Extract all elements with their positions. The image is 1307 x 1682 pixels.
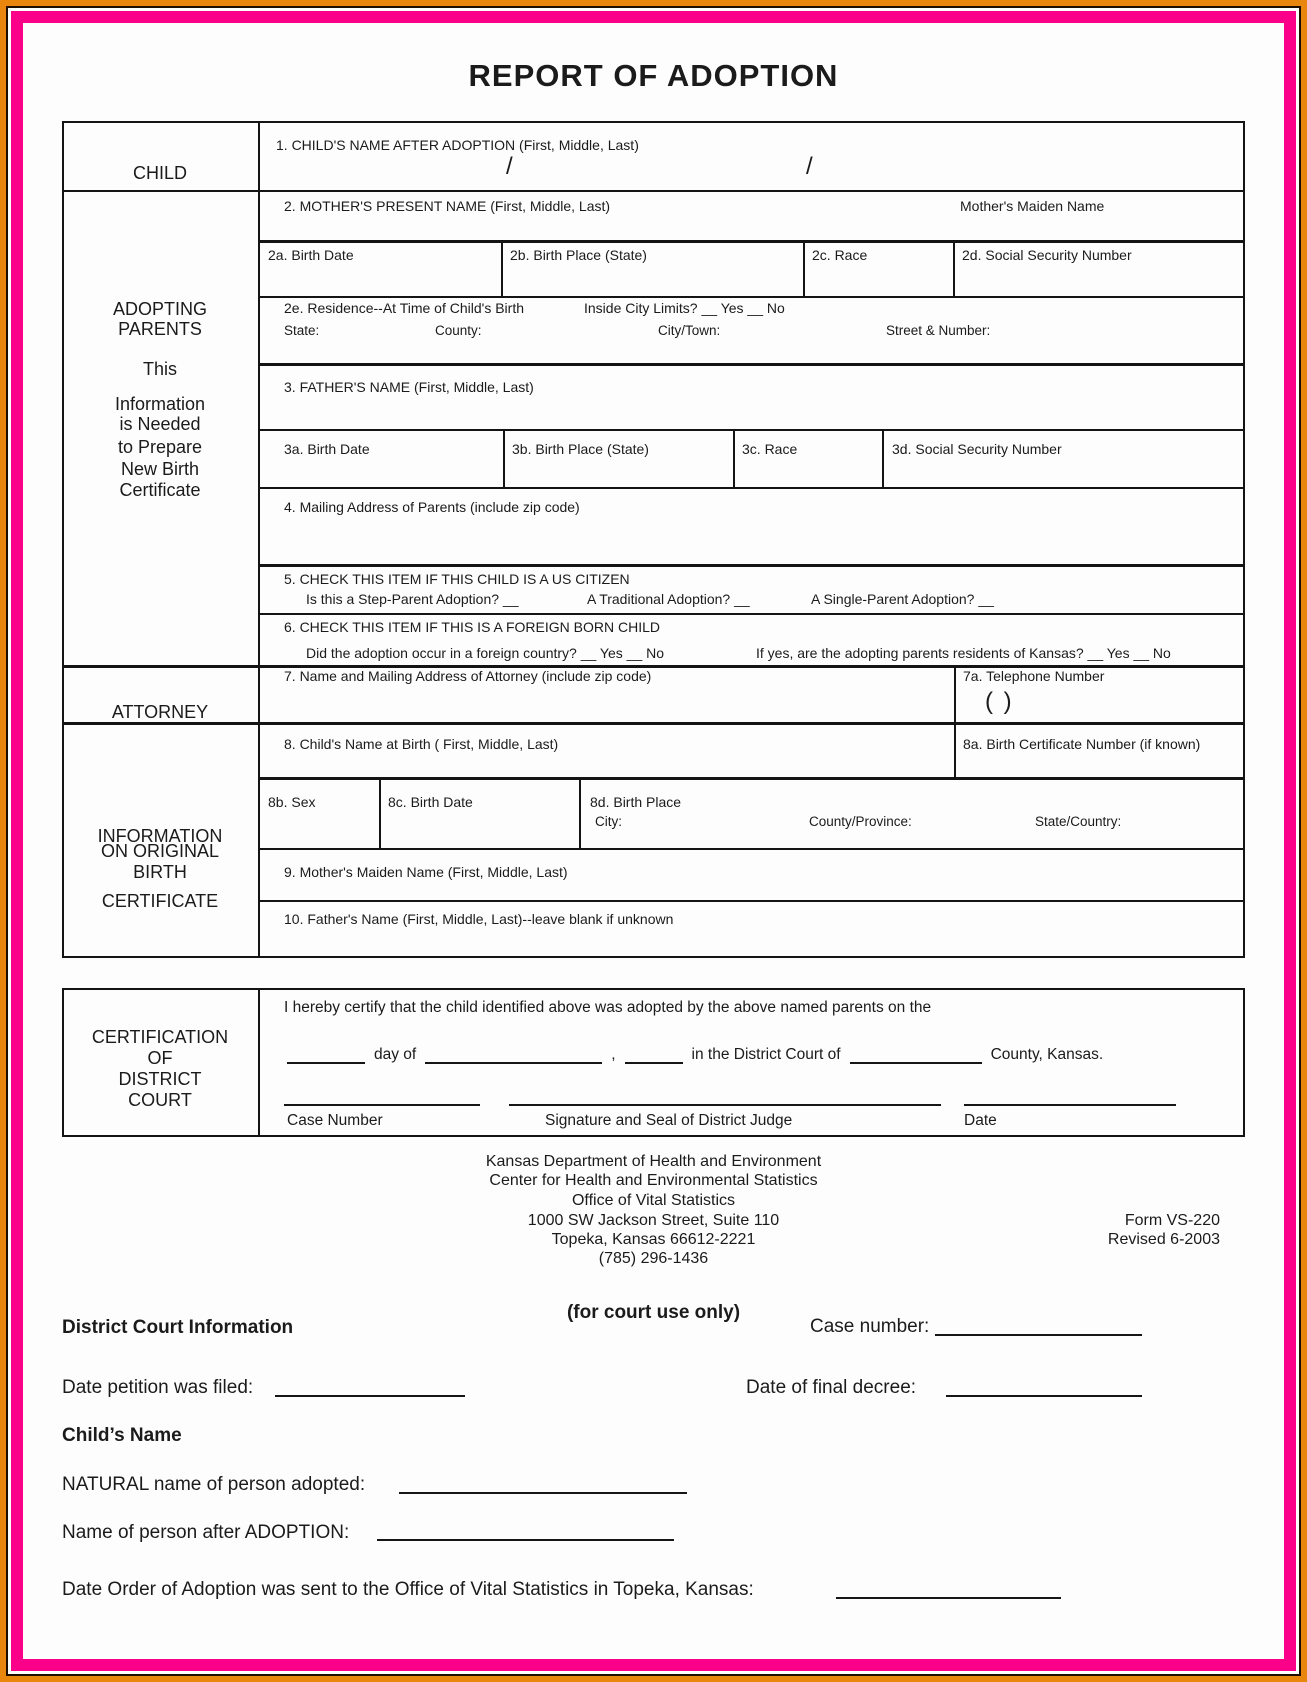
date-order-label: Date Order of Adoption was sent to the Office of Vital Statistics in Topeka, Kansas: [62, 1579, 754, 1600]
case-number-caption: Case Number [287, 1112, 383, 1129]
field-3d-label: 3d. Social Security Number [892, 441, 1062, 457]
court-use-heading: (for court use only) [566, 1302, 741, 1323]
section-label-adopting: ADOPTING [112, 299, 207, 319]
field-8d-county-label: County/Province: [809, 814, 912, 829]
certify-fill-line [287, 1046, 1103, 1064]
note-line: This [142, 359, 177, 379]
field-8-label: 8. Child's Name at Birth ( First, Middle, Last) [284, 736, 559, 752]
agency-office: Office of Vital Statistics [571, 1192, 736, 1209]
note-line: is Needed [119, 414, 201, 434]
field-2e-county-label: County: [435, 323, 482, 338]
divider [501, 240, 503, 298]
month-blank [425, 1046, 602, 1064]
agency-name: Kansas Department of Health and Environment [485, 1153, 822, 1170]
name-separator-slash: / [806, 153, 813, 180]
divider [258, 296, 1243, 298]
field-2-maiden-label: Mother's Maiden Name [960, 198, 1105, 214]
section-label-certification: CERTIFICATION [91, 1027, 229, 1047]
field-3c-label: 3c. Race [742, 441, 798, 457]
note-line: to Prepare [117, 437, 203, 457]
field-8a-label: 8a. Birth Certificate Number (if known) [963, 736, 1201, 752]
divider [258, 777, 1243, 780]
date-decree-blank [946, 1395, 1142, 1397]
field-5-single-label: A Single-Parent Adoption? __ [811, 591, 994, 607]
field-2e-citytown-label: City/Town: [658, 323, 721, 338]
field-2e-label: 2e. Residence--At Time of Child's Birth [284, 300, 524, 316]
field-10-label: 10. Father's Name (First, Middle, Last)--leave blank if unknown [284, 911, 674, 927]
divider [258, 848, 1243, 850]
comma-text: , [611, 1046, 616, 1063]
date-caption: Date [964, 1112, 997, 1129]
section-label-attorney: ATTORNEY [111, 702, 209, 722]
field-3b-label: 3b. Birth Place (State) [512, 441, 649, 457]
divider [64, 190, 1243, 192]
form-number: Form VS-220 [1124, 1212, 1220, 1229]
county-kansas-text: County, Kansas. [990, 1046, 1104, 1063]
note-line: Certificate [119, 480, 201, 500]
section-label-parents: PARENTS [118, 319, 202, 339]
form-revision: Revised 6-2003 [1107, 1231, 1220, 1248]
section-label-information: INFORMATION [97, 826, 223, 846]
field-2b-label: 2b. Birth Place (State) [510, 247, 647, 263]
divider [258, 900, 1243, 902]
field-6-kansas-label: If yes, are the adopting parents residents of Kansas? __ Yes __ No [756, 645, 1171, 661]
section-label-of: OF [147, 1048, 173, 1068]
field-2-label: 2. MOTHER'S PRESENT NAME (First, Middle, Last) [284, 198, 611, 214]
date-order-blank [836, 1597, 1061, 1599]
agency-center: Center for Health and Environmental Statistics [489, 1172, 818, 1189]
adoption-name-label: Name of person after ADOPTION: [62, 1522, 350, 1543]
day-blank [287, 1046, 365, 1064]
signature-caption: Signature and Seal of District Judge [545, 1112, 793, 1129]
section-label-child: CHILD [132, 163, 187, 183]
note-line: New Birth [120, 459, 200, 479]
adoption-name-blank [377, 1539, 674, 1541]
field-6-foreign-label: Did the adoption occur in a foreign country? __ Yes __ No [306, 645, 665, 661]
natural-name-label: NATURAL name of person adopted: [62, 1474, 366, 1495]
agency-phone: (785) 296-1436 [598, 1250, 709, 1267]
field-9-label: 9. Mother's Maiden Name (First, Middle, Last) [284, 864, 568, 880]
divider [379, 777, 381, 850]
field-6-label: 6. CHECK THIS ITEM IF THIS IS A FOREIGN BORN CHILD [284, 619, 660, 635]
field-2c-label: 2c. Race [812, 247, 868, 263]
section-label-on-original: ON ORIGINAL [100, 841, 220, 861]
field-8d-city-label: City: [595, 814, 622, 829]
district-court-of-text: in the District Court of [691, 1046, 841, 1063]
field-2d-label: 2d. Social Security Number [962, 247, 1132, 263]
divider [258, 564, 1243, 567]
field-3-label: 3. FATHER'S NAME (First, Middle, Last) [284, 379, 534, 395]
day-of-text: day of [374, 1046, 417, 1063]
date-petition-label: Date petition was filed: [62, 1377, 254, 1398]
case-number-line [284, 1104, 480, 1106]
field-7a-label: 7a. Telephone Number [963, 668, 1105, 684]
district-court-info-heading: District Court Information [62, 1317, 294, 1338]
signature-line [509, 1104, 941, 1106]
case-number-label: Case number: [810, 1316, 930, 1337]
divider [803, 240, 805, 298]
county-blank [850, 1046, 982, 1064]
divider [258, 240, 1243, 243]
section-label-district: DISTRICT [118, 1069, 202, 1089]
certify-statement: I hereby certify that the child identified above was adopted by the above named parents on the [284, 999, 932, 1016]
divider [954, 665, 956, 724]
divider [953, 240, 955, 298]
divider [503, 429, 505, 489]
field-8d-label: 8d. Birth Place [590, 794, 682, 810]
date-decree-label: Date of final decree: [746, 1377, 917, 1398]
divider [882, 429, 884, 489]
note-line: Information [114, 394, 206, 414]
divider [579, 777, 581, 850]
divider [258, 429, 1243, 431]
case-number-blank [935, 1334, 1142, 1336]
telephone-parentheses: ( ) [985, 688, 1014, 715]
label-column-divider [258, 123, 260, 956]
section-label-court: COURT [128, 1090, 192, 1110]
childs-name-heading: Child’s Name [62, 1425, 182, 1446]
divider [258, 613, 1243, 615]
divider [258, 363, 1243, 366]
year-blank [625, 1046, 683, 1064]
agency-city: Topeka, Kansas 66612-2221 [551, 1231, 756, 1248]
field-3a-label: 3a. Birth Date [284, 441, 370, 457]
field-5-step-label: Is this a Step-Parent Adoption? __ [306, 591, 519, 607]
field-2a-label: 2a. Birth Date [268, 247, 354, 263]
field-2e-street-label: Street & Number: [886, 323, 991, 338]
field-5-label: 5. CHECK THIS ITEM IF THIS CHILD IS A US CITIZEN [284, 571, 630, 587]
field-2e-state-label: State: [284, 323, 320, 338]
field-1-label: 1. CHILD'S NAME AFTER ADOPTION (First, Middle, Last) [276, 137, 639, 153]
natural-name-blank [399, 1492, 687, 1494]
divider [258, 487, 1243, 489]
name-separator-slash: / [506, 153, 513, 180]
section-label-certificate: CERTIFICATE [101, 891, 219, 911]
field-8d-state-label: State/Country: [1035, 814, 1122, 829]
field-7-label: 7. Name and Mailing Address of Attorney (include zip code) [284, 668, 652, 684]
date-line [964, 1104, 1176, 1106]
field-5-traditional-label: A Traditional Adoption? __ [587, 591, 750, 607]
divider [733, 429, 735, 489]
section-label-birth: BIRTH [133, 862, 187, 882]
field-8c-label: 8c. Birth Date [388, 794, 473, 810]
label-column-divider [258, 990, 260, 1135]
field-2e-citylimits-label: Inside City Limits? __ Yes __ No [584, 300, 785, 316]
divider [954, 722, 956, 779]
agency-street: 1000 SW Jackson Street, Suite 110 [527, 1212, 780, 1229]
field-4-label: 4. Mailing Address of Parents (include zip code) [284, 499, 580, 515]
page-title: REPORT OF ADOPTION [468, 58, 839, 93]
field-8b-label: 8b. Sex [268, 794, 316, 810]
date-petition-blank [275, 1395, 465, 1397]
